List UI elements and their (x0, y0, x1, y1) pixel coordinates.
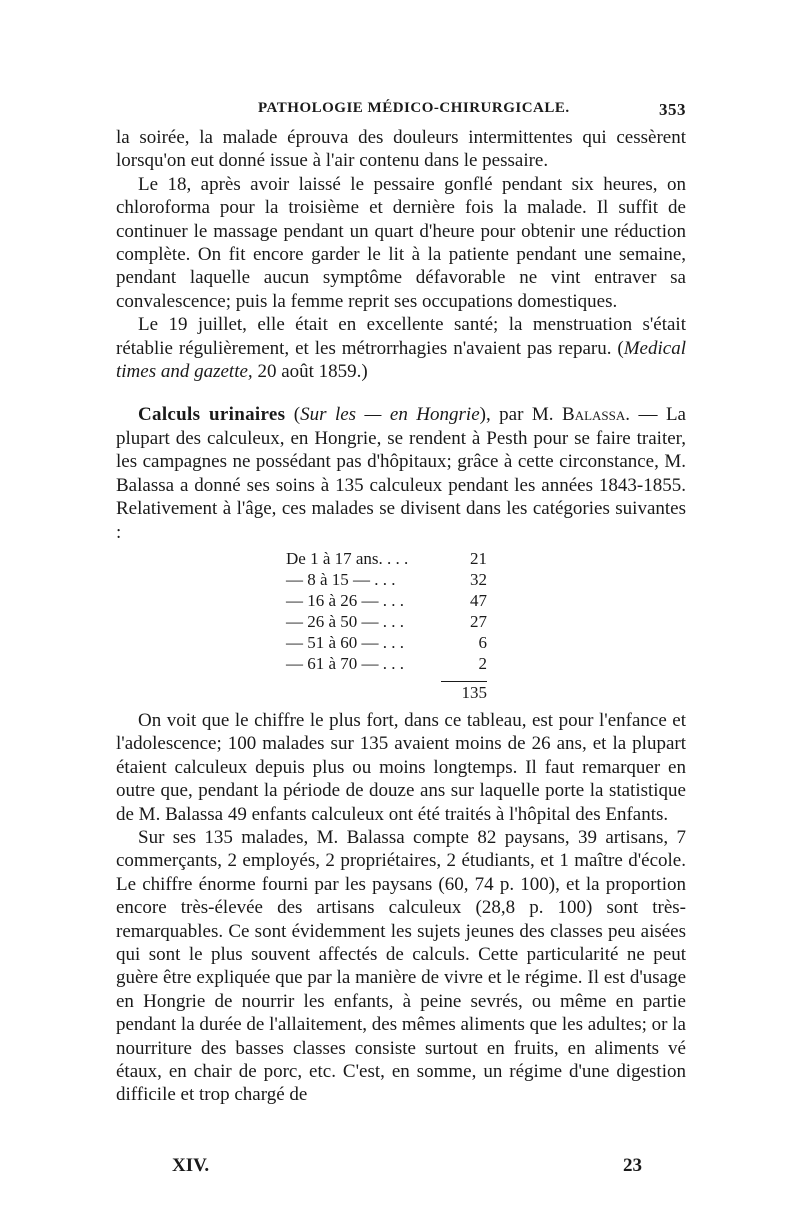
age-table-body (286, 548, 487, 703)
total-rule-row (286, 674, 487, 682)
paragraph-professions: Sur ses 135 malades, M. Balassa compte 82 paysans, 39 artisans, 7 commerçants, 2 employés, 2 propriétaires, 2 étudiants, et 1 maître d'école. Le chiffre énorme fourni par les paysans (60, 74 p. 100), et la proportion encore très-élevée des artisans calculeux (28,8 p. 100) sont très-remarquables. Ce sont évidemment les sujets jeunes des classes peu aisées qui sont le plus souvent affectés de calculs. Cette particularité ne peut guère être expliquée que par la manière de vivre et le régime. Il est d'usage en Hongrie de nourrir les enfants, à peine sevrés, ou même en partie pendant la durée de l'allaitement, des mêmes aliments que les adultes; or la nourriture des basses classes consiste surtout en fruits, en aliments vé étaux, en chair de porc, etc. C'est, en somme, un régime d'une digestion difficile et trop chargé de (116, 826, 686, 1106)
section-title: Calculs urinaires (138, 404, 286, 426)
age-range-label: — 51 à 60 — . . . (286, 632, 405, 652)
section-intro-text: . — La plupart des calculeux, en Hongrie, se rendent à Pesth pour se faire traiter, les campagnes ne possédant pas d'hôpitaux; grâce à cette circonstance, M. Balassa a donné ses soins à 135 calculeux pendant les années 1843-1855. Relativement à l'âge, ces malades se divisent dans les catégories suivantes : (116, 404, 686, 543)
age-range-count: 2 (478, 653, 487, 673)
running-head (116, 100, 686, 124)
age-table-row (286, 632, 487, 653)
paragraph-outcome (116, 313, 686, 383)
age-table-row (286, 569, 487, 590)
section-subtitle: Sur les — en Hongrie (300, 404, 480, 426)
age-table-row (286, 590, 487, 611)
age-range-count: 32 (470, 569, 487, 589)
page-footer (172, 1155, 642, 1177)
age-range-label: — 26 à 50 — . . . (286, 611, 405, 631)
age-range-label: — 8 à 15 — . . . (286, 569, 396, 589)
age-range-label: De 1 à 17 ans. . . . (286, 548, 409, 568)
volume-number: XIV. (172, 1155, 210, 1176)
page-number: 353 (659, 100, 686, 119)
age-range-count: 6 (478, 632, 487, 652)
running-title: PATHOLOGIE MÉDICO-CHIRURGICALE. (258, 100, 570, 116)
age-table-total-row (286, 682, 487, 703)
age-range-count: 47 (470, 590, 487, 610)
paren-open: ( (285, 404, 301, 426)
citation-journal: Medical times and gazette, (116, 337, 686, 383)
paragraph-massage: Le 18, après avoir laissé le pessaire gonflé pendant six heures, on chloroforma pour la troisième et dernière fois la malade. Il suffit de continuer le massage pendant un quart d'heure pour obtenir une réduction complète. On fit encore garder le lit à la patiente pendant une semaine, pendant laquelle aucun symptôme défavorable ne vint entraver sa convalescence; puis la femme reprit ses occupations domestiques. (116, 173, 686, 312)
age-table-total: 135 (461, 682, 487, 702)
paragraph-continuation: la soirée, la malade éprouva des douleurs intermittentes qui cessèrent lorsqu'on eut donné issue à l'air contenu dans le pessaire. (116, 127, 686, 172)
signature-mark: 23 (623, 1155, 642, 1176)
age-table (286, 548, 487, 703)
age-range-label: — 61 à 70 — . . . (286, 653, 405, 673)
section-author: M. Balassa (531, 404, 626, 426)
body-text (116, 126, 686, 1107)
age-range-count: 21 (470, 548, 487, 568)
age-table-row (286, 653, 487, 674)
paragraph-analysis: On voit que le chiffre le plus fort, dans ce tableau, est pour l'enfance et l'adolescence; 100 malades sur 135 avaient moins de 26 ans, et la plupart étaient calculeux depuis plus ou moins longtemps. Il faut remarquer en outre que, pendant la période de douze ans sur laquelle porte la statistique de M. Balassa 49 enfants calculeux ont été traités à l'hôpital des Enfants. (116, 709, 686, 825)
paren-close: ), par (479, 404, 532, 426)
age-table-row (286, 611, 487, 632)
age-table-row (286, 548, 487, 569)
age-range-label: — 16 à 26 — . . . (286, 590, 405, 610)
age-range-count: 27 (470, 611, 487, 631)
paragraph-calculs-intro (116, 403, 686, 543)
outcome-text: Le 19 juillet, elle était en excellente santé; la menstruation s'était rétablie régulièrement, et les métrorrhagies n'avaient pas reparu. ( (116, 314, 686, 359)
citation-date: 20 août 1859.) (252, 361, 368, 383)
